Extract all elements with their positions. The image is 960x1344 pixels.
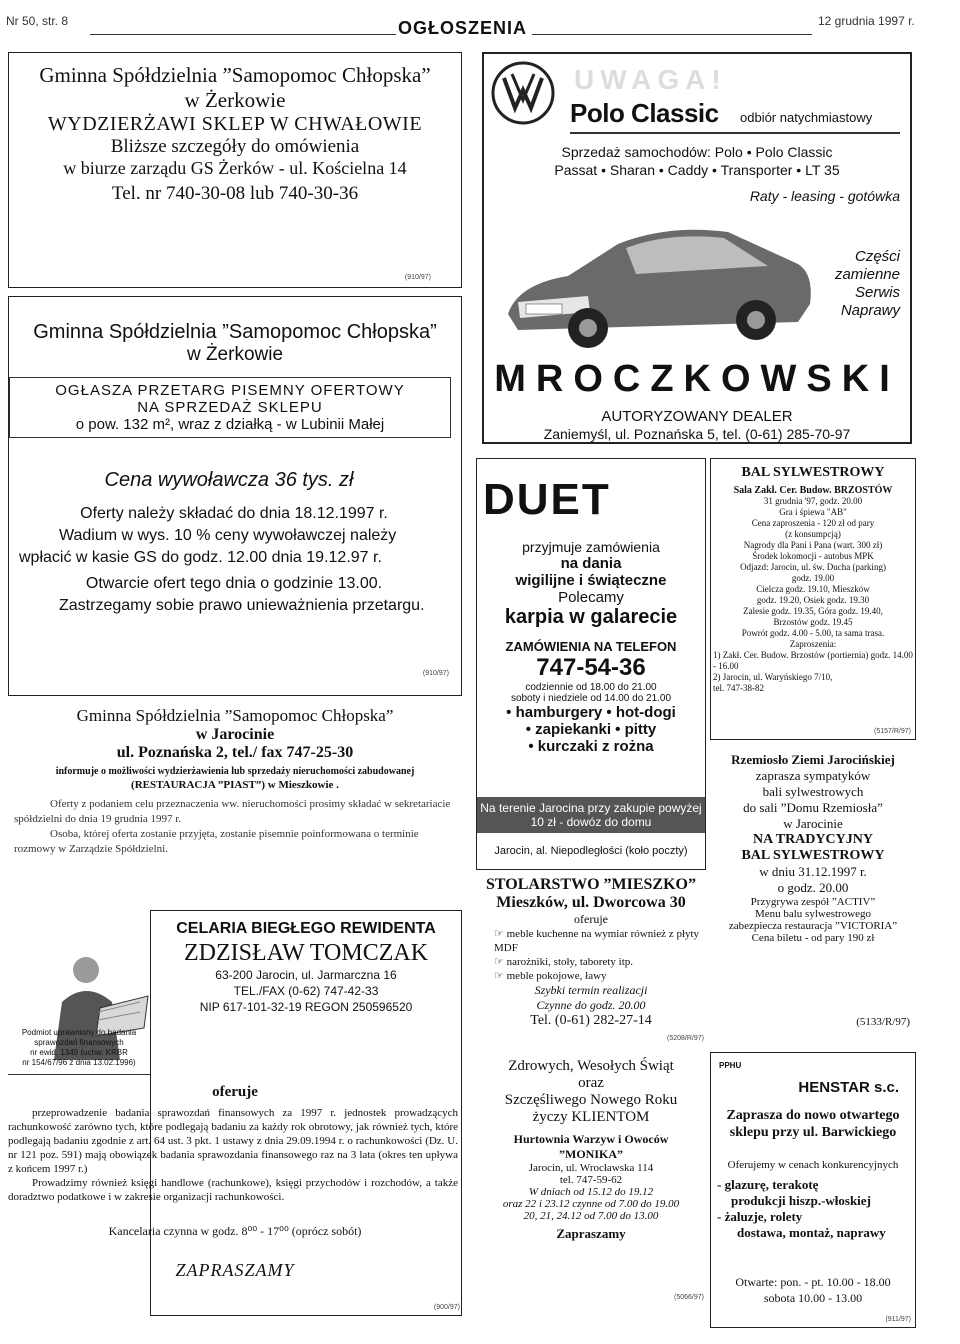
ad7-line: tel. 747-38-82 xyxy=(713,683,764,693)
ad5-model: Polo Classic xyxy=(570,98,719,128)
ad8-item-text: meble kuchenne na wymiar również z płyty MDF xyxy=(494,928,700,954)
ad5-service: Serwis xyxy=(854,284,900,301)
ad5-service: Naprawy xyxy=(840,302,900,319)
ad6-line: na dania xyxy=(560,555,622,572)
ad10-hours: 20, 21, 24.12 od 7.00 do 13.00 xyxy=(523,1210,659,1222)
ad6-line: Polecamy xyxy=(558,589,624,606)
ad7-line: 1) Zakł. Cer. Budow. Brzostów (portiernia) godz. 14.00 - 16.00 xyxy=(713,650,913,671)
ad-craft-ball xyxy=(710,752,916,1042)
ad7-line: Zalesie godz. 19.35, Góra godz. 19.40, xyxy=(743,606,883,616)
ad7-line: Cielcza godz. 19.10, Mieszków xyxy=(756,584,870,594)
ad1-line: w Żerkowie xyxy=(184,88,286,112)
ad11-code: (911/97) xyxy=(885,1316,911,1323)
header-rule-left xyxy=(90,34,396,35)
ad4-name: ZDZISŁAW TOMCZAK xyxy=(183,940,429,966)
ad8-address: Mieszków, ul. Dworcowa 30 xyxy=(496,894,686,911)
ad7-line: Brzostów godz. 19.45 xyxy=(773,617,853,627)
ad4-body: Prowadzimy również księgi handlowe (rachunkowe), księgi przychodów i rozchodów, a także doradztwo podatkowe i w zakresie organizacji rachunkowości. xyxy=(8,1177,458,1203)
ad7-line: godz. 19.20, Osiek godz. 19.30 xyxy=(756,595,870,605)
ad8-item xyxy=(494,927,706,955)
issue-date: 12 grudnia 1997 r. xyxy=(818,14,915,28)
section-title: OGŁOSZENIA xyxy=(398,18,528,38)
ad7-code: (5157/R/97) xyxy=(874,728,911,735)
ad10-hours: W dniach od 15.12 do 19.12 xyxy=(528,1186,654,1198)
ad9-line: do sali ”Domu Rzemiosła” xyxy=(743,800,883,815)
ad1-code: (910/97) xyxy=(404,274,431,281)
ad9-more: Przygrywa zespół ”ACTIV” xyxy=(750,896,876,908)
ad4-license-line: Podmiot uprawniony do badania xyxy=(21,1028,137,1037)
ad2-announce: OGŁASZA PRZETARG PISEMNY OFERTOWY xyxy=(55,382,405,399)
ad2-title: w Żerkowie xyxy=(186,344,284,365)
ad-henstar xyxy=(710,1052,916,1328)
ad3-text: Osoba, której oferta zostanie przyjęta, zostanie pisemnie poinformowana o terminie rozmowy w Zarządzie Spółdzielni. xyxy=(14,828,419,855)
ad6-phone: 747-54-36 xyxy=(536,654,646,681)
ad5-tagline: odbiór natychmiastowy xyxy=(740,110,873,125)
ad2-announce: NA SPRZEDAŻ SKLEPU xyxy=(137,399,323,416)
ad3-address: ul. Poznańska 2, tel./ fax 747-25-30 xyxy=(116,744,354,761)
ad9-more: Menu balu sylwestrowego xyxy=(754,908,872,920)
ad4-closing: ZAPRASZAMY xyxy=(175,1260,295,1280)
ad10-line: oraz xyxy=(578,1075,604,1091)
ad3-text: Oferty z podaniem celu przeznaczenia ww. nieruchomości prosimy składać w sekretariacie spółdzielni do dnia 19 grudnia 1997 r. xyxy=(14,798,451,825)
ad10-hours: oraz 22 i 23.12 czynne od 7.00 do 19.00 xyxy=(502,1198,680,1210)
ad10-line: życzy KLIENTOM xyxy=(532,1109,650,1125)
ad4-title: CELARIA BIEGŁEGO REWIDENTA xyxy=(176,920,436,937)
ad10-code: (5066/97) xyxy=(674,1294,704,1301)
ad2-code: (910/97) xyxy=(422,670,449,677)
car-illustration xyxy=(498,204,818,354)
ad9-more: Cena biletu - od pary 190 zł xyxy=(751,932,875,944)
ad8-note: Czynne do godz. 20.00 xyxy=(536,998,646,1012)
ad6-name: DUET xyxy=(483,475,611,524)
ad4-code: (900/97) xyxy=(433,1304,460,1311)
ad1-line: Bliższe szczegóły do omówienia xyxy=(110,136,360,157)
ad9-code: (5133/R/97) xyxy=(856,1016,910,1028)
ad11-prefix: PPHU xyxy=(719,1061,742,1070)
ad7-line: godz. 19.00 xyxy=(791,573,835,583)
ad-auditor xyxy=(8,910,462,1326)
ad4-phone: TEL./FAX (0-62) 747-42-33 xyxy=(233,984,379,998)
ad6-item: • hamburgery • hot-dogi xyxy=(506,704,676,721)
ad8-item-text: narożniki, stoły, taborety itp. xyxy=(506,956,633,968)
ad7-line: 31 grudnia '97, godz. 20.00 xyxy=(763,496,863,506)
ad7-line: Powrót godz. 4.00 - 5.00, ta sama trasa. xyxy=(741,628,885,638)
ad8-item xyxy=(494,955,706,969)
ad4-rule xyxy=(8,1074,150,1075)
ad11-item: dostawa, montaż, naprawy xyxy=(737,1225,886,1240)
ad2-announce-box xyxy=(9,377,451,438)
ad2-text: Zastrzegamy sobie prawo unieważnienia przetargu. xyxy=(59,597,425,614)
ad11-hours: sobota 10.00 - 13.00 xyxy=(763,1291,863,1305)
ad4-nip: NIP 617-101-32-19 REGON 250596520 xyxy=(199,1000,413,1014)
ad2-text: Wadium w wys. 10 % ceny wywoławczej należy wpłacić w kasie GS do godz. 12.00 dnia 19.12.97 r. xyxy=(19,527,397,566)
ad8-title: STOLARSTWO ”MIESZKO” xyxy=(486,876,696,893)
ad5-finance: Raty - leasing - gotówka xyxy=(749,188,900,204)
ad-duet xyxy=(476,458,706,870)
ad11-item: - glazurę, terakotę xyxy=(717,1177,819,1192)
ad5-service: zamienne xyxy=(834,266,900,283)
ad10-line: Szczęśliwego Nowego Roku xyxy=(504,1092,678,1108)
ad7-line: Gra i śpiewa "AB" xyxy=(779,507,847,517)
ad4-offers: oferuje xyxy=(212,1084,258,1100)
ad1-line: Gminna Spółdzielnia ”Samopomoc Chłopska” xyxy=(39,63,431,87)
ad6-line: przyjmuje zamówienia xyxy=(522,539,660,555)
ad5-address: Zaniemyśl, ul. Poznańska 5, tel. (0-61) 285-70-97 xyxy=(543,426,851,442)
ad9-bold: BAL SYLWESTROWY xyxy=(741,848,885,863)
ad3-title: w Jarocinie xyxy=(195,726,275,743)
ad2-announce: o pow. 132 m², wraz z działką - w Lubinii Małej xyxy=(75,416,385,433)
ad2-price: Cena wywoławcza 36 tys. zł xyxy=(104,469,354,491)
ad11-item: produkcji hiszp.-włoskiej xyxy=(731,1193,871,1208)
ad5-sales: Passat • Sharan • Caddy • Transporter • LT 35 xyxy=(554,162,840,178)
ad10-line: Zdrowych, Wesołych Świąt xyxy=(508,1058,674,1074)
ad1-line: w biurze zarządu GS Żerków - ul. Kościelna 14 xyxy=(63,158,407,178)
ad3-info: (RESTAURACJA ”PIAST”) w Mieszkowie . xyxy=(131,779,339,791)
ad-tender xyxy=(8,296,462,696)
ad4-license xyxy=(8,1028,150,1068)
ad9-more: zabezpiecza restauracja ”VICTORIA” xyxy=(728,920,898,932)
ad11-offer: Oferujemy w cenach konkurencyjnych xyxy=(727,1159,899,1171)
ad6-delivery: Na terenie Jarocina przy zakupie powyżej 10 zł - dowóz do domu xyxy=(477,797,705,833)
ad5-dealer: MROCZKOWSKI xyxy=(494,358,900,400)
page-number: Nr 50, str. 8 xyxy=(6,14,69,28)
ad4-address: 63-200 Jarocin, ul. Jarmarczna 16 xyxy=(215,968,397,982)
ad3-info: informuje o możliwości wydzierżawienia lub sprzedaży nieruchomości zabudowanej xyxy=(55,766,415,777)
ad-monika xyxy=(476,1058,706,1328)
ad6-line: karpia w galarecie xyxy=(504,606,678,628)
ad-restaurant xyxy=(8,706,462,896)
ad5-rule xyxy=(570,132,900,134)
ad6-item: • zapiekanki • pitty xyxy=(525,721,657,738)
ad7-line: Środek lokomocji - autobus MPK xyxy=(752,551,874,561)
ad2-title: Gminna Spółdzielnia ”Samopomoc Chłopska” xyxy=(33,321,437,343)
ad9-line: zaprasza sympatyków xyxy=(755,768,871,783)
ad10-closing: Zapraszamy xyxy=(556,1226,626,1241)
hand-pointer-icon: ☞ xyxy=(494,956,507,968)
hand-pointer-icon: ☞ xyxy=(494,970,507,982)
ad9-line: bali sylwestrowych xyxy=(762,784,864,799)
ad10-phone: tel. 747-59-62 xyxy=(559,1174,623,1186)
ad6-item: • kurczaki z rożna xyxy=(528,738,654,755)
ad9-time: o godz. 20.00 xyxy=(777,880,849,895)
ad7-line: (z konsumpcją) xyxy=(785,529,841,539)
ad10-company: Hurtownia Warzyw i Owoców xyxy=(513,1132,669,1146)
ad6-hours: soboty i niedziele od 14.00 do 21.00 xyxy=(510,693,672,704)
ad6-hours: codziennie od 18.00 do 21.00 xyxy=(525,682,657,693)
ad7-line: Odjazd: Jarocin, ul. św. Ducha (parking) xyxy=(740,562,886,572)
ad1-phone: Tel. nr 740-30-08 lub 740-30-36 xyxy=(111,183,359,204)
ad2-text: Oferty należy składać do dnia 18.12.1997 r. xyxy=(80,505,388,522)
ad5-auth: AUTORYZOWANY DEALER xyxy=(601,408,793,425)
ad4-license-line: nr ewid. 1349 (uchw. KRBR xyxy=(30,1048,128,1057)
ad10-address: Jarocin, ul. Wrocławska 114 xyxy=(528,1162,654,1174)
ad5-service: Części xyxy=(854,248,900,265)
ad4-body: przeprowadzenie badania sprawozdań finansowych za 1997 r. jednostek prowadzących rachunkowość zarówno tych, które podlegają badaniu za każdy rok obrotowy, jak również tych, które podlegają badaniu zgodnie z art. 64 ust. 3 pkt. 1 ustawy z dnia 29.09.1994 r. o rachunkowości (Dz. U. nr 121 poz. 591) mają obowiązek badania sprawozdania finansowego raz na 3 lata (okres ten upływa z końcem 1997 r.) xyxy=(8,1107,458,1175)
ad7-line: Cena zaproszenia - 120 zł od pary xyxy=(751,518,875,528)
ad8-item xyxy=(494,969,706,983)
ad-lease-shop xyxy=(8,52,462,288)
ad8-note: Szybki termin realizacji xyxy=(534,983,648,997)
ad3-title: Gminna Spółdzielnia ”Samopomoc Chłopska” xyxy=(76,706,394,725)
header-rule-right xyxy=(532,34,812,35)
ad11-title: Zaprasza do nowo otwartego sklepu przy ul. Barwickiego xyxy=(726,1108,900,1140)
ad11-item: - żaluzje, rolety xyxy=(717,1209,803,1224)
ad7-line: Zaproszenia: xyxy=(789,639,837,649)
ad6-order: ZAMÓWIENIA NA TELEFON xyxy=(505,639,677,654)
ad6-address: Jarocin, al. Niepodległości (koło poczty) xyxy=(494,845,688,857)
ad4-hours: Kancelaria czynna w godz. 8⁰⁰ - 17⁰⁰ (oprócz sobót) xyxy=(108,1224,362,1238)
ad7-line: 2) Jarocin, ul. Waryńskiego 7/10, xyxy=(713,672,833,682)
ad9-bold: NA TRADYCYJNY xyxy=(753,832,873,847)
ad8-item-text: meble pokojowe, ławy xyxy=(506,970,607,982)
ad11-logo: HENSTAR s.c. xyxy=(798,1079,899,1096)
ad7-title: BAL SYLWESTROWY xyxy=(741,465,885,480)
ad7-line: Nagrody dla Pani i Pana (wart. 300 zł) xyxy=(743,540,883,550)
ad11-hours: Otwarte: pon. - pt. 10.00 - 18.00 xyxy=(735,1275,891,1289)
ad8-code: (5208/R/97) xyxy=(667,1035,704,1042)
ad4-license-line: sprawozdań finansowych xyxy=(34,1038,124,1047)
ad-vw-dealer xyxy=(482,52,912,444)
ad10-name: ”MONIKA” xyxy=(559,1147,623,1161)
ad9-line: w Jarocinie xyxy=(783,816,843,831)
vw-logo-icon xyxy=(490,60,556,126)
ad1-line: WYDZIERŻAWI SKLEP W CHWAŁOWIE xyxy=(47,113,423,135)
ad5-sales: Sprzedaż samochodów: Polo • Polo Classic xyxy=(561,144,833,160)
hand-pointer-icon: ☞ xyxy=(494,928,507,940)
ad5-brand: UWAGA! xyxy=(574,64,727,95)
ad8-phone: Tel. (0-61) 282-27-14 xyxy=(530,1013,652,1028)
ad4-license-line: nr 154/67/96 z dnia 13.02.1996) xyxy=(22,1058,136,1067)
ad9-date: w dniu 31.12.1997 r. xyxy=(759,864,867,879)
ad-carpentry xyxy=(476,876,706,1042)
ad-bal-brzostow xyxy=(710,458,916,740)
ad2-text: Otwarcie ofert tego dnia o godzinie 13.00. xyxy=(85,575,383,592)
ad6-line: wigilijne i świąteczne xyxy=(515,572,667,589)
ad9-title: Rzemiosło Ziemi Jarocińskiej xyxy=(731,752,895,767)
ad8-offer: oferuje xyxy=(574,912,608,926)
ad7-line: Sala Zakł. Cer. Budow. BRZOSTÓW xyxy=(733,485,893,496)
